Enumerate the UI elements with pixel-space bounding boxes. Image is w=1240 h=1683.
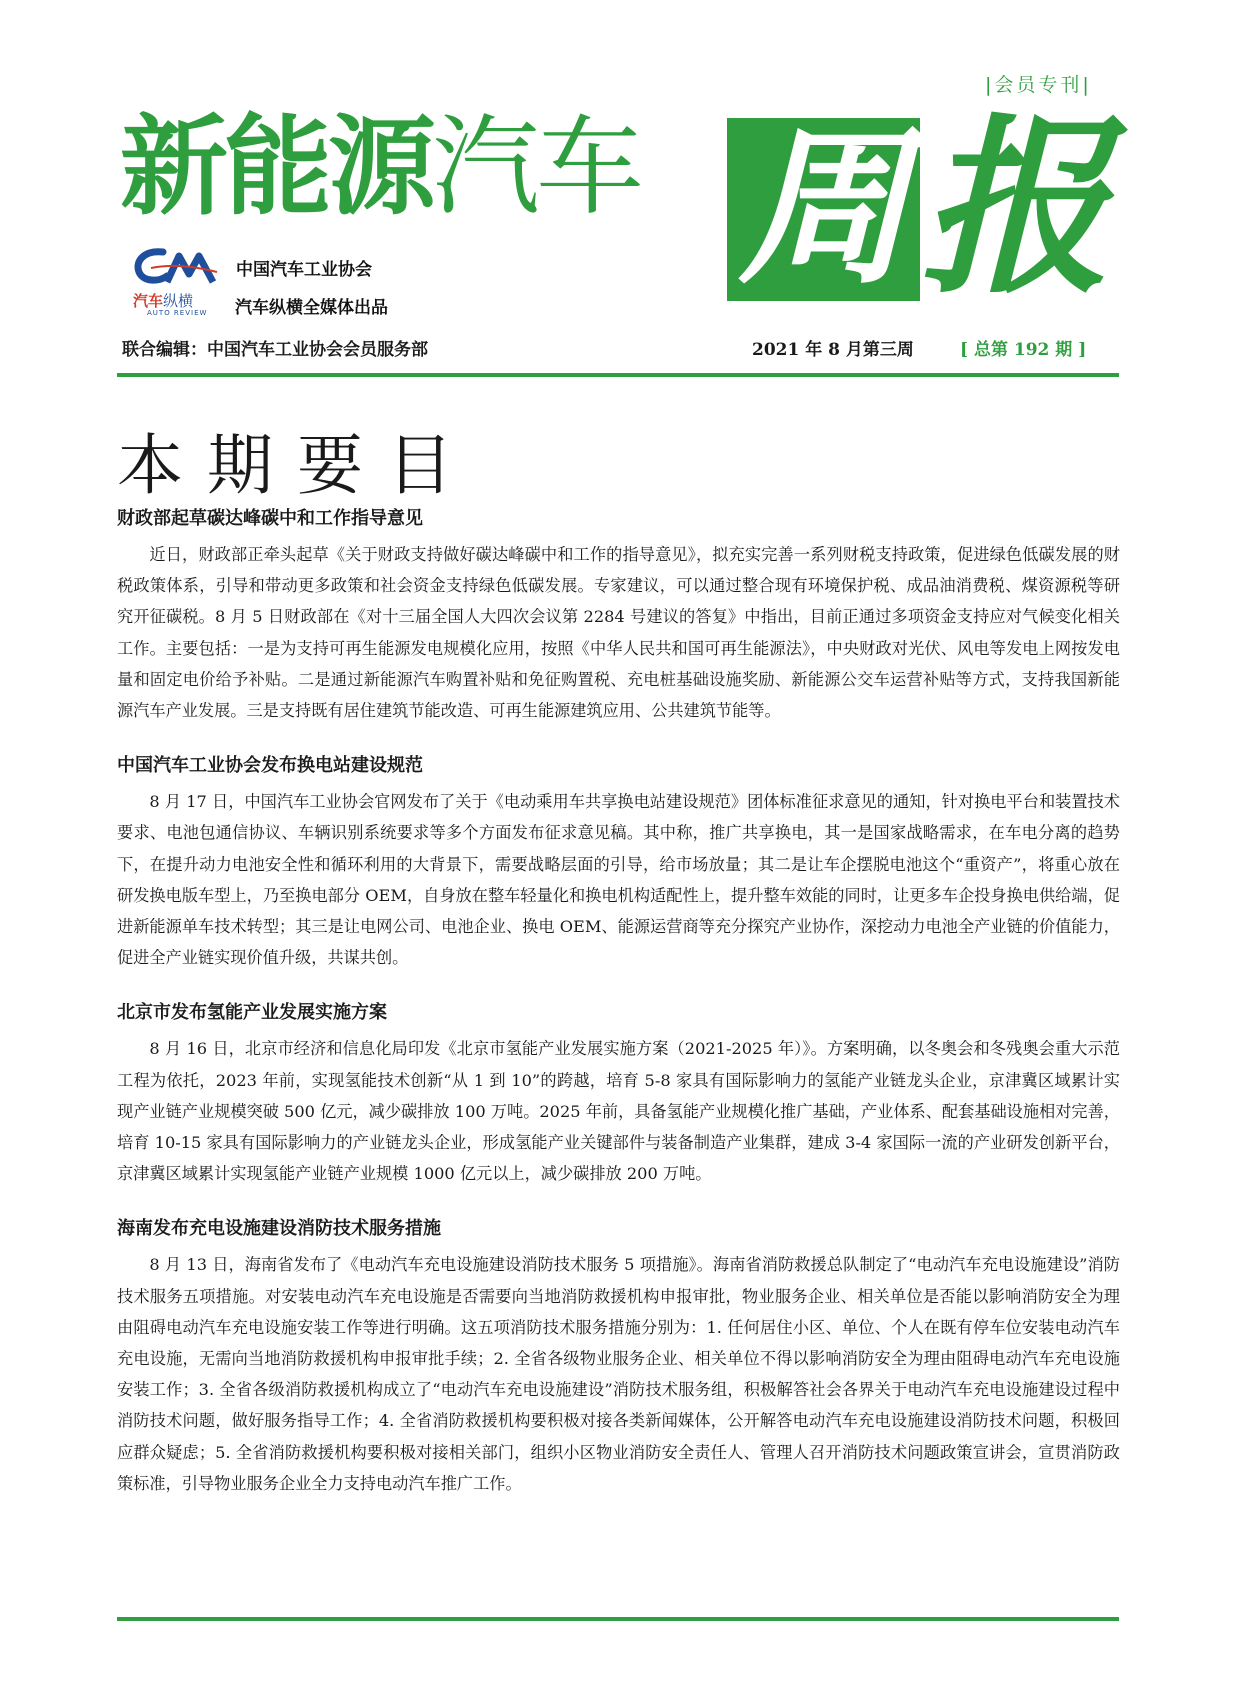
- header-divider: [117, 373, 1119, 377]
- org-autoreview-name: 汽车纵横全媒体出品: [235, 297, 388, 318]
- masthead-title: [120, 105, 641, 230]
- article-title: 中国汽车工业协会发布换电站建设规范: [117, 755, 423, 777]
- footer-divider: [117, 1617, 1119, 1621]
- weekly-char-bao: 报: [920, 98, 1111, 319]
- article-body: 8 月 16 日，北京市经济和信息化局印发《北京市氢能产业发展实施方案（2021-2025 年）》。方案明确，以冬奥会和冬残奥会重大示范工程为依托，2023 年前，实现氢能技术创新“从 1 到 10”的跨越，培育 5-8 家具有国际影响力的氢能产业链龙头企业，京津冀区域累计实现产业链产业规模突破 500 亿元，减少碳排放 100 万吨。2025 年前，具备氢能产业规模化推广基础，产业体系、配套基础设施相对完善，培育 10-15 家具有国际影响力的产业链龙头企业，形成氢能产业关键部件与装备制造产业集群，建成 3-4 家国际一流的产业研发创新平台，京津冀区域累计实现氢能产业链产业规模 1000 亿元以上，减少碳排放 200 万吨。: [117, 1039, 1120, 1184]
- article-body: 8 月 17 日，中国汽车工业协会官网发布了关于《电动乘用车共享换电站建设规范》团体标准征求意见的通知，针对换电平台和装置技术要求、电池包通信协议、车辆识别系统要求等多个方面发布征求意见稿。其中称，推广共享换电，其一是国家战略需求，在车电分离的趋势下，在提升动力电池安全性和循环利用的大背景下，需要战略层面的引导，给市场放量；其二是让车企摆脱电池这个“重资产”，将重心放在研发换电版车型上，乃至换电部分 OEM，自身放在整车轻量化和换电机构适配性上，提升整车效能的同时，让更多车企投身换电供给端，促进新能源单车技术转型；其三是让电网公司、电池企业、换电 OEM、能源运营商等充分探究产业协作，深挖动力电池全产业链的价值能力，促进全产业链实现价值升级，共谋共创。: [117, 792, 1120, 968]
- weekly-badge-char: 周: [738, 110, 909, 308]
- autoreview-logo-icon: [133, 290, 219, 320]
- autoreview-logo-text-b: 纵横: [163, 291, 194, 310]
- weekly-badge-box: [727, 110, 920, 308]
- masthead-title-bold: 新能源: [120, 105, 433, 230]
- article-item: [117, 1215, 1120, 1499]
- article-item: [117, 752, 1120, 973]
- article-body: 近日，财政部正牵头起草《关于财政支持做好碳达峰碳中和工作的指导意见》，拟充实完善一系列财税支持政策，促进绿色低碳发展的财税政策体系，引导和带动更多政策和社会资金支持绿色低碳发展。专家建议，可以通过整合现有环境保护税、成品油消费税、煤资源税等研究开征碳税。8 月 5 日财政部在《对十三届全国人大四次会议第 2284 号建议的答复》中指出，目前正通过多项资金支持应对气候变化相关工作。主要包括：一是为支持可再生能源发电规模化应用，按照《中华人民共和国可再生能源法》，中央财政对光伏、风电等发电上网按发电量和固定电价给予补贴。二是通过新能源汽车购置补贴和免征购置税、充电桩基础设施奖励、新能源公交车运营补贴等方式，支持我国新能源汽车产业发展。三是支持既有居住建筑节能改造、可再生能源建筑应用、公共建筑节能等。: [117, 545, 1120, 721]
- article-title: 北京市发布氢能产业发展实施方案: [117, 1002, 387, 1024]
- article-list: [117, 505, 1120, 1525]
- article-item: [117, 505, 1120, 726]
- org-caam-name: 中国汽车工业协会: [236, 259, 372, 280]
- section-title: 本期要目: [117, 427, 477, 504]
- autoreview-logo-en: AUTO REVIEW: [147, 308, 208, 317]
- org-row-autoreview: [133, 290, 388, 320]
- article-title: 财政部起草碳达峰碳中和工作指导意见: [117, 508, 423, 529]
- autoreview-logo-text-a: 汽车: [133, 291, 164, 310]
- article-title: 海南发布充电设施建设消防技术服务措施: [117, 1218, 441, 1240]
- masthead-title-light: 汽车: [432, 105, 641, 230]
- article-item: [117, 999, 1120, 1189]
- issue-number: [ 总第 192 期 ]: [960, 340, 1087, 360]
- article-body: 8 月 13 日，海南省发布了《电动汽车充电设施建设消防技术服务 5 项措施》。海南省消防救援总队制定了“电动汽车充电设施建设”消防技术服务五项措施。对安装电动汽车充电设施是否需要向当地消防救援机构申报审批，物业服务企业、相关单位是否能以影响消防安全为理由阻碍电动汽车充电设施安装工作等进行明确。这五项消防技术服务措施分别为：1. 任何居住小区、单位、个人在既有停车位安装电动汽车充电设施，无需向当地消防救援机构申报审批手续；2. 全省各级物业服务企业、相关单位不得以影响消防安全为理由阻碍电动汽车充电设施安装工作；3. 全省各级消防救援机构成立了“电动汽车充电设施建设”消防技术服务组，积极解答社会各界关于电动汽车充电设施建设过程中消防技术问题，做好服务指导工作；4. 全省消防救援机构要积极对接各类新闻媒体，公开解答电动汽车充电设施建设消防技术问题，积极回应群众疑虑；5. 全省消防救援机构要积极对接相关部门，组织小区物业消防安全责任人、管理人召开消防技术问题政策宣讲会，宣贯消防政策标准，引导物业服务企业全力支持电动汽车推广工作。: [117, 1255, 1120, 1493]
- caam-logo-icon: [133, 248, 221, 286]
- issue-date: 2021 年 8 月第三周: [752, 340, 914, 360]
- org-row-caam: [133, 248, 372, 286]
- joint-editor-line: 联合编辑：中国汽车工业协会会员服务部: [122, 340, 428, 360]
- member-edition-tag: |会员专刊|: [985, 74, 1092, 96]
